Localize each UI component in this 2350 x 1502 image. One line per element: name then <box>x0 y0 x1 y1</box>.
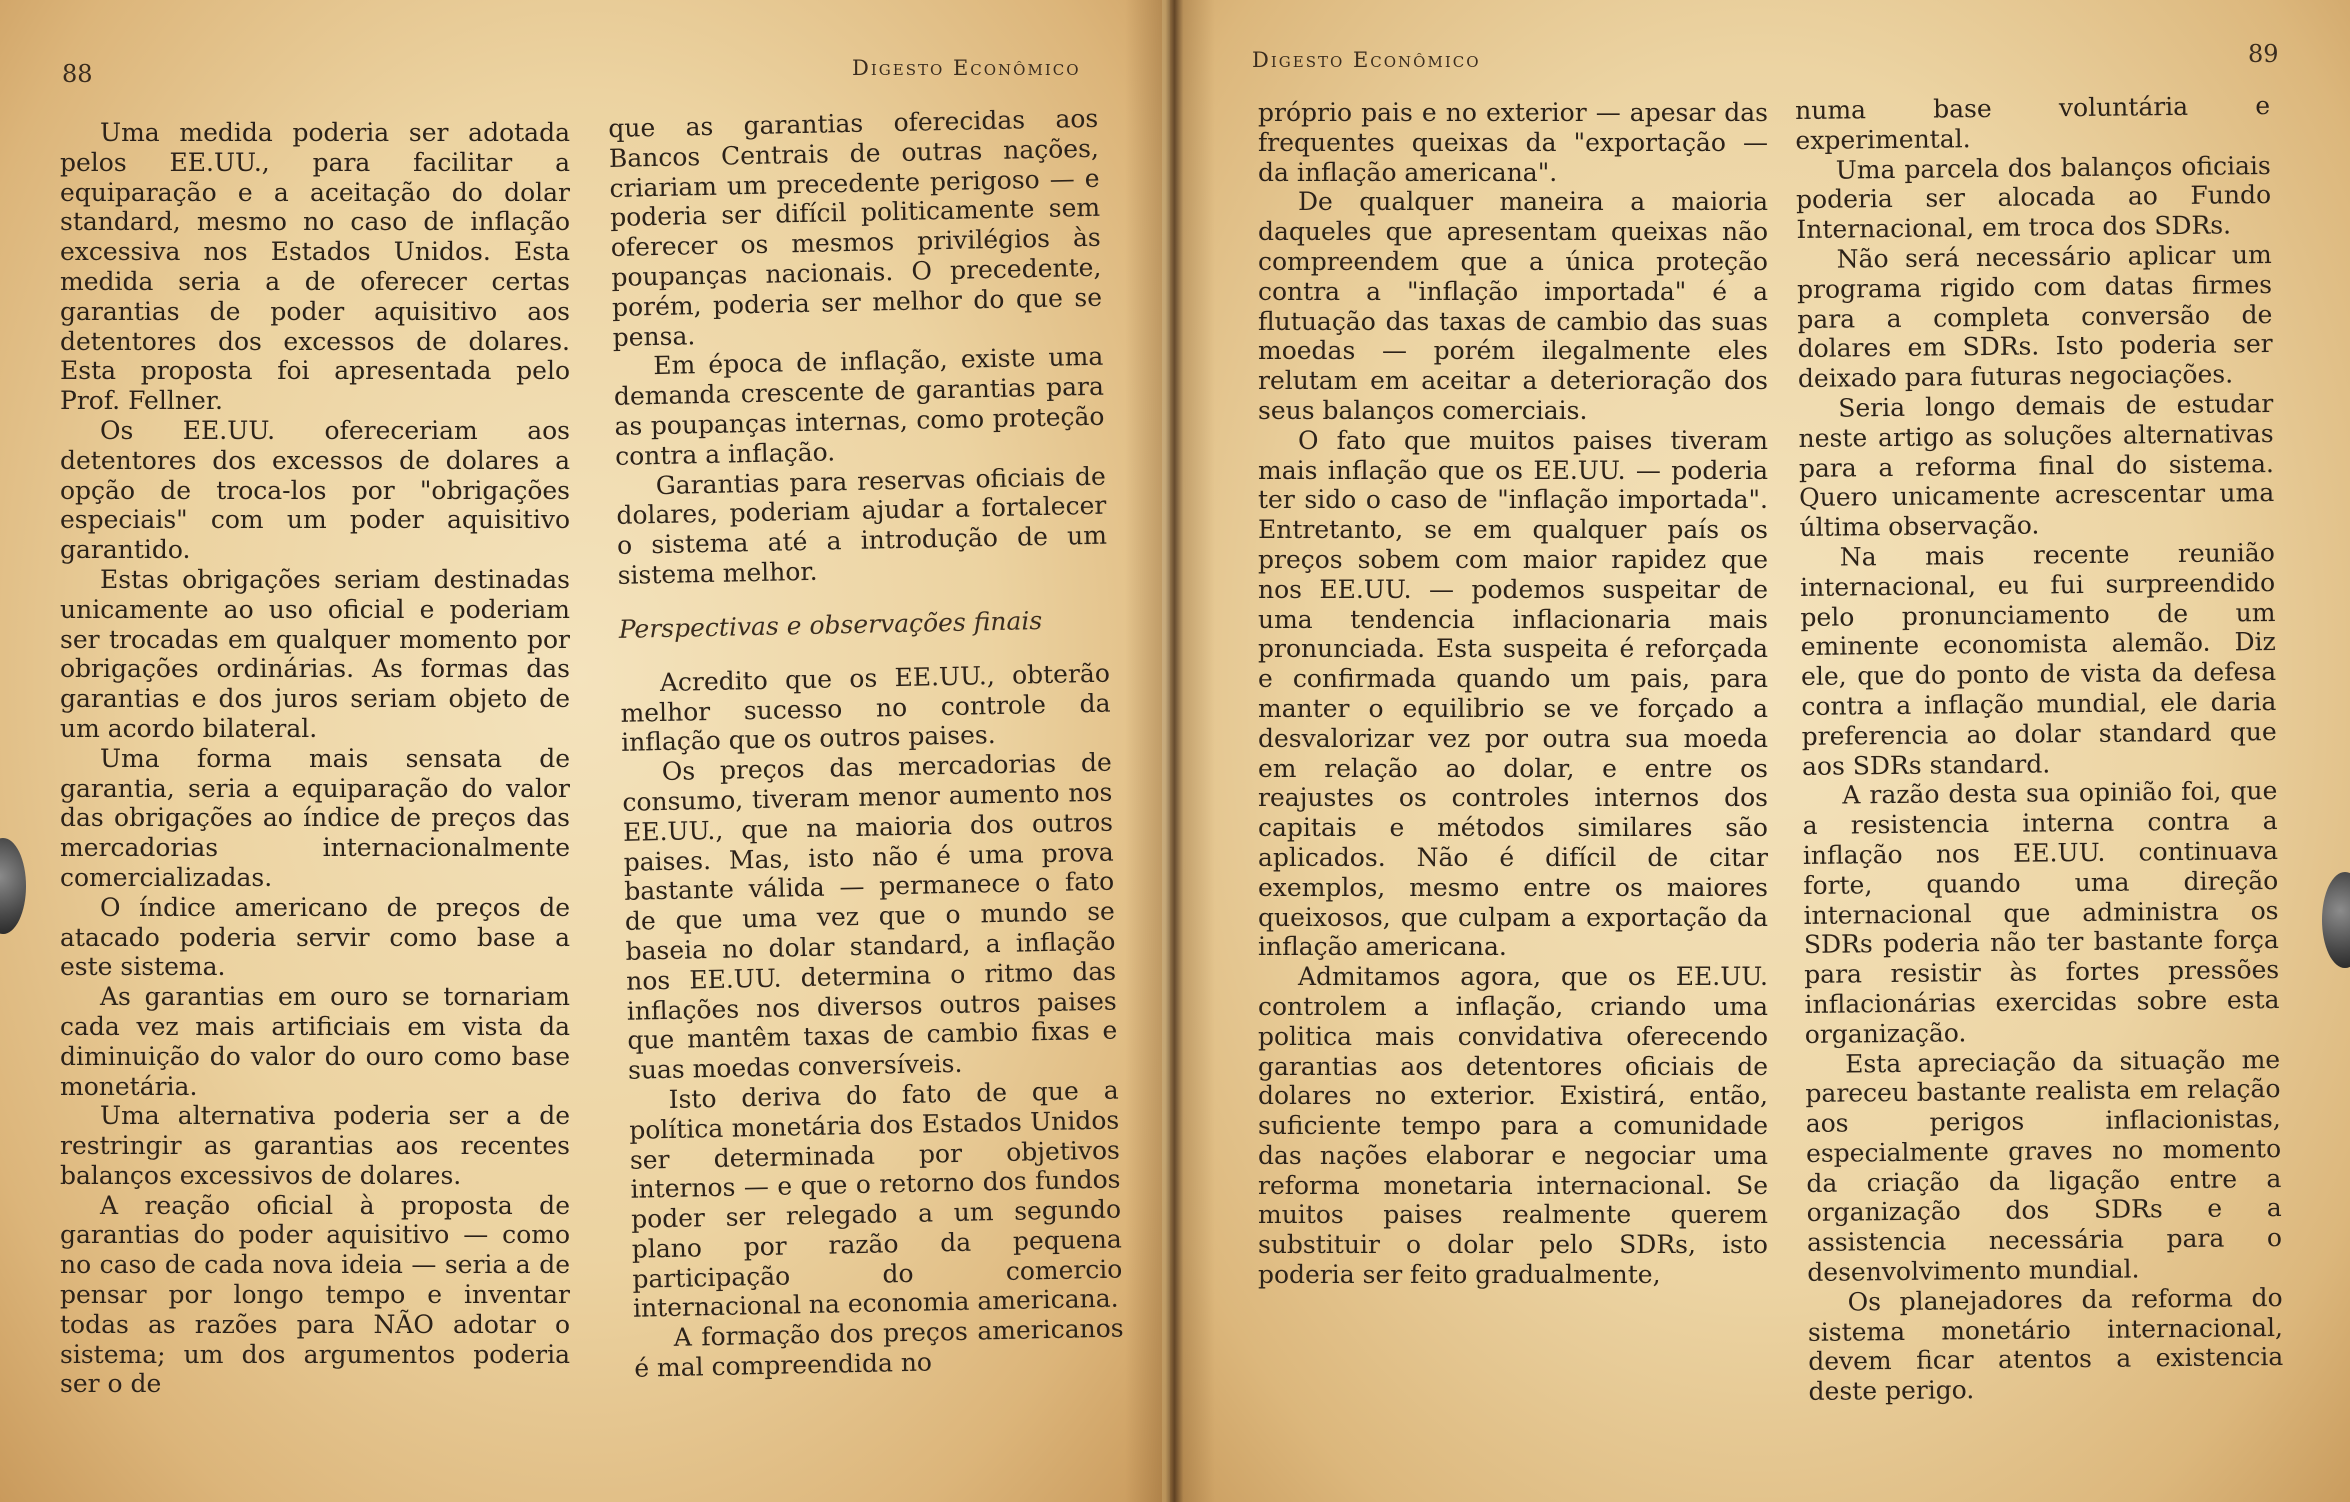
paragraph: Admitamos agora, que os EE.UU. controlem a inflação, criando uma politica mais convidativa oferecendo garantias aos detentores oficiais de dolares no exterior. Existirá, então, suficiente tempo para a comunidade das nações elaborar e negociar uma reforma monetaria internacional. Se muitos paises realmente querem substituir o dolar pelo SDRs, isto poderia ser feito gradualmente, <box>1258 962 1768 1290</box>
paragraph: que as garantias oferecidas aos Bancos Centrais de outras nações, criariam um precedente perigoso — e poderia ser difícil politicamente sem oferecer os mesmos privilégios às poupanças nacionais. O precedente, porém, poderia ser melhor do que se pensa. <box>608 103 1103 352</box>
running-header: Digesto Econômico <box>852 56 1081 80</box>
page-number: 89 <box>2248 40 2279 68</box>
page-number: 88 <box>62 60 93 88</box>
right-page-column-2 <box>1795 91 2284 1407</box>
paragraph: Na mais recente reunião internacional, eu fui surpreendido pelo pronunciamento de um eminente economista alemão. Diz ele, que do ponto de vista da defesa contra a inflação mundial, ele daria preferencia ao dolar standard que aos SDRs standard. <box>1799 537 2277 781</box>
paragraph: Seria longo demais de estudar neste artigo as soluções alternativas para a reforma final do sistema. Quero unicamente acrescentar uma última observação. <box>1798 388 2275 543</box>
paragraph: Uma forma mais sensata de garantia, seria a equiparação do valor das obrigações ao índice de preços das mercadorias internacionalmente comercializadas. <box>60 743 570 892</box>
paragraph: Garantias para reservas oficiais de dolares, poderiam ajudar a fortalecer o sistema até a introdução de um sistema melhor. <box>616 461 1108 590</box>
paragraph: Uma alternativa poderia ser a de restringir as garantias aos recentes balanços excessivos de dolares. <box>60 1101 570 1190</box>
paragraph: Uma medida poderia ser adotada pelos EE.UU., para facilitar a equiparação e a aceitação do dolar standard, mesmo no caso de inflação excessiva nos Estados Unidos. Esta medida seria a de oferecer certas garantias de poder aquisitivo aos detentores dos excessos de dolares. Esta proposta foi apresentada pelo Prof. Fellner. <box>60 118 570 416</box>
paragraph: Esta apreciação da situação me pareceu bastante realista em relação aos perigos inflacionistas, especialmente graves no momento da criação da ligação entre a organização dos SDRs e a assistencia necessária para o desenvolvimento mundial. <box>1805 1044 2283 1288</box>
paragraph: As garantias em ouro se tornariam cada vez mais artificiais em vista da diminuição do valor do ouro como base monetária. <box>60 982 570 1101</box>
section-title: Perspectivas e observações finais <box>618 605 1043 644</box>
paragraph: O índice americano de preços de atacado poderia servir como base a este sistema. <box>60 892 570 982</box>
paragraph: próprio pais e no exterior — apesar das frequentes queixas da "exportação — da inflação americana". <box>1258 98 1768 187</box>
paragraph: Os EE.UU. ofereceriam aos detentores dos excessos de dolares a opção de troca-los por "obrigações especiais" com um poder aquisitivo garantido. <box>60 415 570 565</box>
left-page <box>0 0 1162 1502</box>
left-page-column-1 <box>60 118 570 1399</box>
paragraph: Em época de inflação, existe uma demanda crescente de garantias para as poupanças internas, como proteção contra a inflação. <box>613 342 1105 471</box>
binding-hole-left <box>0 838 26 934</box>
paragraph: A razão desta sua opinião foi, que a resistencia interna contra a inflação nos EE.UU. continuava forte, quando uma direção internacional que administra os SDRs poderia não ter bastante força para resistir às fortes pressões inflacionárias exercidas sobre esta organização. <box>1802 776 2280 1049</box>
paragraph: Estas obrigações seriam destinadas unicamente ao uso oficial e poderiam ser trocadas em qualquer momento por obrigações ordinárias. As formas das garantias e dos juros seriam objeto de um acordo bilateral. <box>60 564 570 743</box>
paragraph: De qualquer maneira a maioria daqueles que apresentam queixas não compreendem que a única proteção contra a "inflação importada" é a flutuação das taxas de cambio das suas moedas — porém ilegalmente eles relutam em aceitar a deterioração dos seus balanços comerciais. <box>1258 187 1768 425</box>
paragraph: Isto deriva do fato de que a política monetária dos Estados Unidos ser determinada por objetivos internos — e que o retorno dos fundos poder ser relegado a um segundo plano por razão da pequena participação do comercio internacional na economia americana. <box>628 1075 1123 1324</box>
paragraph: O fato que muitos paises tiveram mais inflação que os EE.UU. — poderia ter sido o caso de "inflação importada". Entretanto, se em qualquer país os preços sobem com maior rapidez que nos EE.UU. — podemos suspeitar de uma tendencia inflacionaria mais pronunciada. Esta suspeita é reforçada e confirmada quando um pais, para manter o equilibrio se ve forçado a desvalorizar vez por outra sua moeda em relação ao dolar, e entre os reajustes os controles internos dos capitais e métodos similares são aplicados. Não é difícil de citar exemplos, mesmo entre os maiores queixosos, que culpam a exportação da inflação americana. <box>1258 425 1768 962</box>
paragraph: numa base voluntária e experimental. <box>1795 91 2271 155</box>
left-page-column-2 <box>608 104 1124 1384</box>
book-gutter <box>1125 0 1215 1502</box>
paragraph: Uma parcela dos balanços oficiais poderia ser alocada ao Fundo Internacional, em troca dos SDRs. <box>1795 150 2272 245</box>
paragraph: A formação dos preços americanos é mal compreendida no <box>633 1313 1124 1383</box>
paragraph: Acredito que os EE.UU., obterão melhor sucesso no controle da inflação que os outros paises. <box>620 658 1111 758</box>
running-header: Digesto Econômico <box>1252 48 1481 72</box>
paragraph: Os preços das mercadorias de consumo, tiveram menor aumento nos EE.UU., que na maioria dos outros paises. Mas, isto não é uma prova bastante válida — permanece o fato de que uma vez que o mundo se baseia no dolar standard, a inflação nos EE.UU. determina o ritmo das inflações nos diversos outros paises que mantêm taxas de cambio fixas e suas moedas conversíveis. <box>622 747 1118 1085</box>
right-page-column-1 <box>1258 98 1768 1290</box>
paragraph: A reação oficial à proposta de garantias do poder aquisitivo — como no caso de cada nova ideia — seria a de pensar por longo tempo e inventar todas as razões para NÃO adotar o sistema; um dos argumentos poderia ser o de <box>60 1190 570 1399</box>
paragraph: Os planejadores da reforma do sistema monetário internacional, devem ficar atentos a existencia deste perigo. <box>1807 1282 2284 1407</box>
paragraph: Não será necessário aplicar um programa rigido com datas firmes para a completa conversão de dolares em SDRs. Isto poderia ser deixado para futuras negociações. <box>1796 240 2273 394</box>
